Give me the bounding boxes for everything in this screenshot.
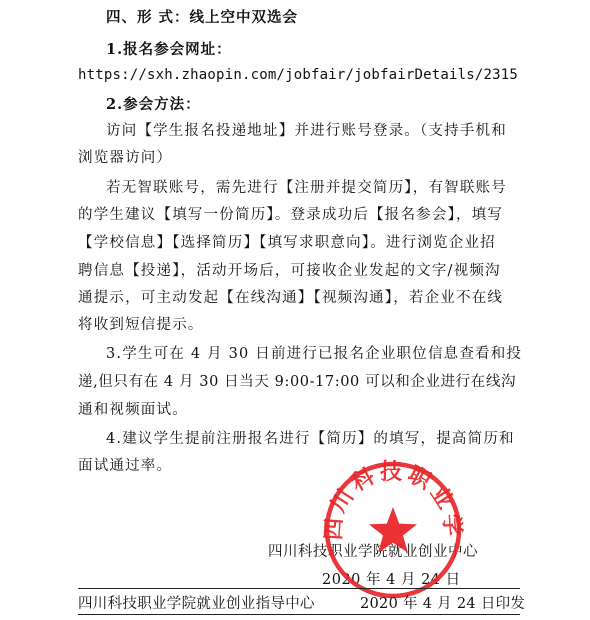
seal-text: 四川科技职业学 — [320, 458, 466, 541]
paragraph-line: 通和视频面试。 — [78, 402, 188, 418]
official-seal — [318, 455, 468, 605]
paragraph-line: 将收到短信提示。 — [78, 317, 204, 333]
seal-graphic — [318, 455, 468, 605]
paragraph-line: 浏览器访问） — [78, 150, 173, 166]
paragraph-line: 面试通过率。 — [78, 458, 173, 474]
footer-issuer: 四川科技职业学院就业创业指导中心 — [78, 596, 315, 612]
item-one-heading: 1.报名参会网址： — [106, 41, 232, 58]
paragraph-line: 【学校信息】【选择简历】【填写求职意向】。进行浏览企业招 — [78, 235, 496, 251]
signature-date: 2020 年 4 月 24 日 — [322, 572, 461, 588]
paragraph-line: 的学生建议【填写一份简历】。登录成功后【报名参会】，填写 — [78, 207, 504, 223]
paragraph-line: 通提示，可主动发起【在线沟通】【视频沟通】，若企业不在线 — [78, 290, 504, 306]
section-four-heading: 四、形 式：线上空中双选会 — [106, 9, 299, 26]
star-icon — [369, 507, 417, 553]
footer-top-rule — [78, 588, 520, 589]
paragraph-line: 递,但只有在 4 月 30 日当天 9:00-17:00 可以和企业进行在线沟 — [78, 374, 517, 390]
registration-url[interactable]: https://sxh.zhaopin.com/jobfair/jobfairDetails/2315 — [78, 67, 519, 83]
paragraph-line: 访问【学生报名投递地址】并进行账号登录。（支持手机和 — [106, 123, 507, 139]
paragraph-line: 聘信息【投递】，活动开场后，可接收企业发起的文字/视频沟 — [78, 263, 501, 279]
footer-issue-date: 2020 年 4 月 24 日印发 — [360, 596, 526, 612]
paragraph-line: 若无智联账号，需先进行【注册并提交简历】，有智联账号 — [106, 180, 507, 196]
paragraph-line: 3.学生可在 4 月 30 日前进行已报名企业职位信息查看和投 — [106, 346, 523, 362]
paragraph-line: 4.建议学生提前注册报名进行【简历】的填写，提高简历和 — [106, 431, 515, 447]
item-two-heading: 2.参会方法： — [106, 96, 201, 113]
footer-bottom-rule — [78, 614, 520, 615]
signature-org: 四川科技职业学院就业创业中心 — [268, 544, 478, 560]
